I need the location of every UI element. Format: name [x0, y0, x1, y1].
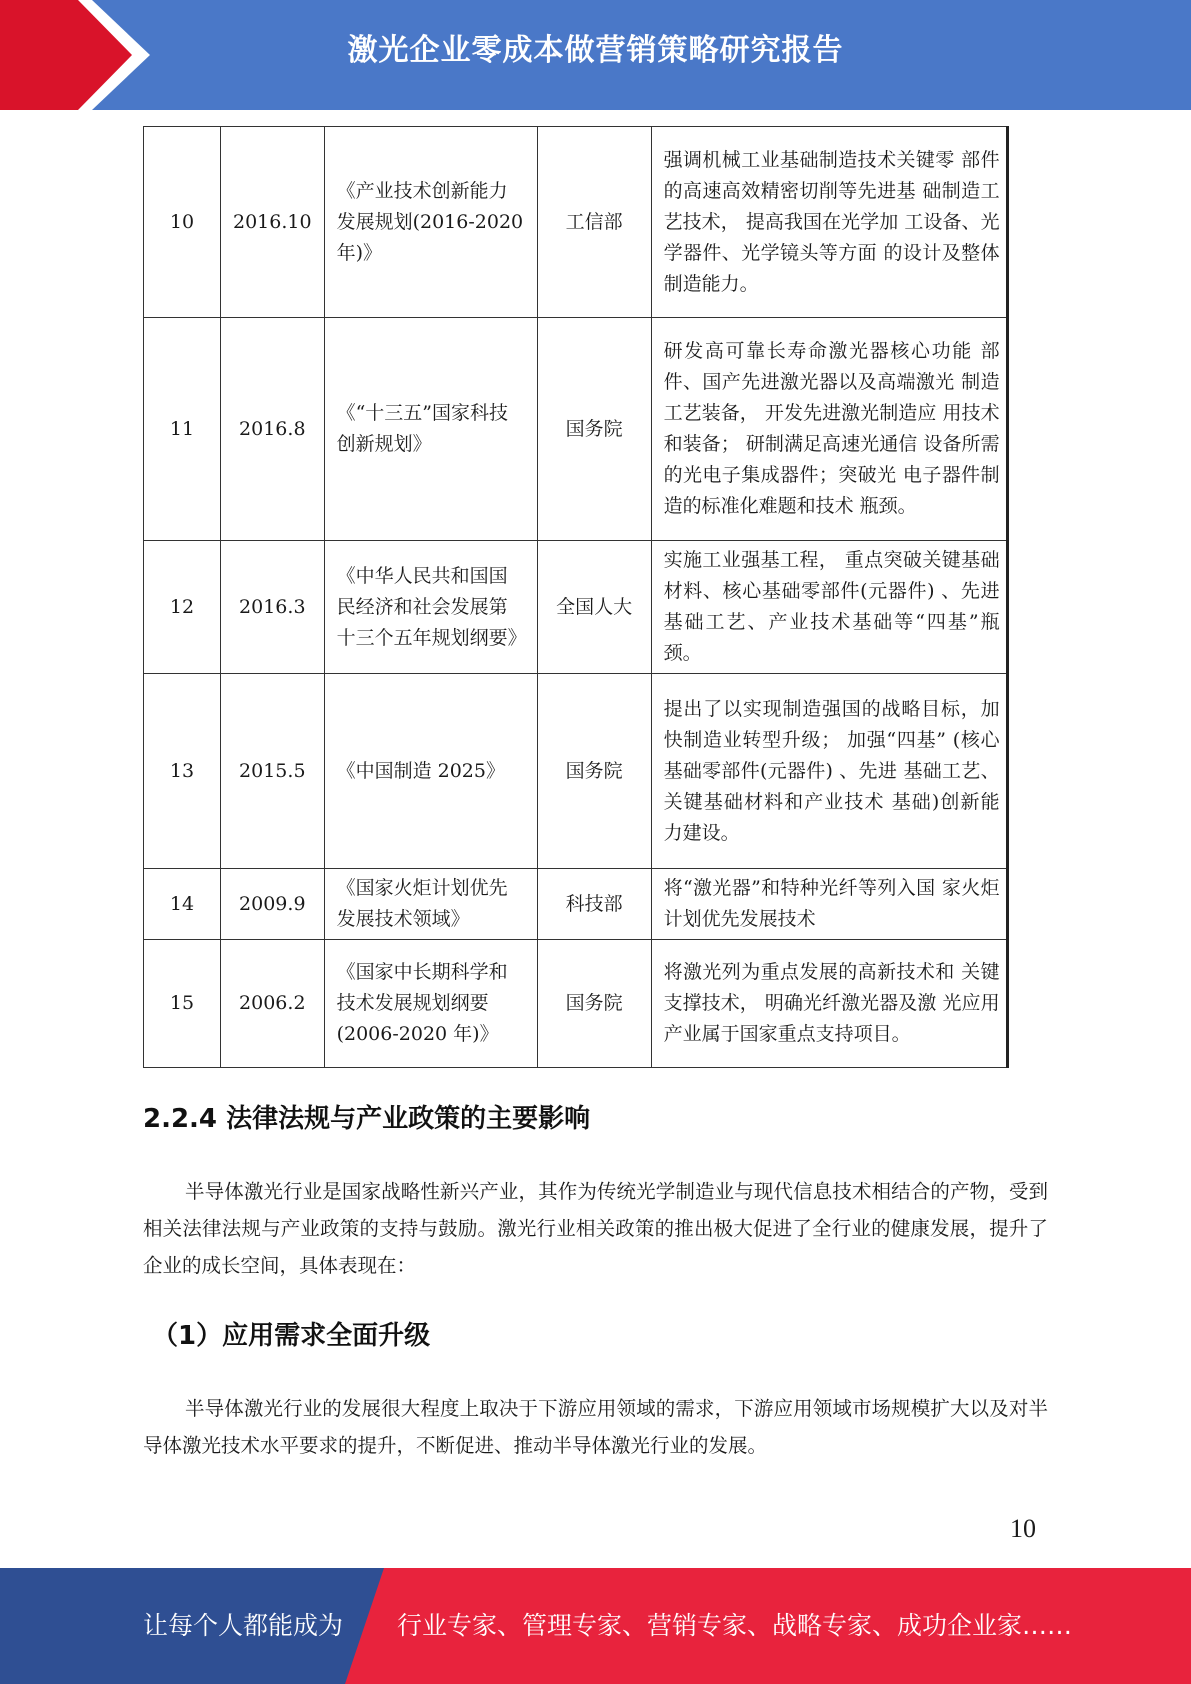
row-number: 14: [144, 869, 221, 940]
row-policy-name: 《国家中长期科学和技术发展规划纲要(2006-2020 年)》: [324, 940, 537, 1068]
page-number: 10: [1010, 1514, 1036, 1543]
row-department: 国务院: [537, 940, 651, 1068]
row-content: 实施工业强基工程， 重点突破关键基础材料、核心基础零部件(元器件) 、先进基础工艺、产业技术基础等“四基”瓶颈。: [651, 541, 1007, 674]
row-content: 将“激光器”和特种光纤等列入国 家火炬计划优先发展技术: [651, 869, 1007, 940]
row-date: 2009.9: [221, 869, 325, 940]
footer-slogan-left: 让每个人都能成为: [143, 1611, 344, 1640]
section-heading: 2.2.4 法律法规与产业政策的主要影响: [143, 1104, 591, 1134]
row-department: 全国人大: [537, 541, 651, 674]
row-date: 2006.2: [221, 940, 325, 1068]
row-number: 13: [144, 674, 221, 869]
table-row: [144, 127, 1008, 318]
row-department: 国务院: [537, 674, 651, 869]
row-policy-name: 《中华人民共和国国民经济和社会发展第 十三个五年规划纲要》: [324, 541, 537, 674]
row-content: 提出了以实现制造强国的战略目标，加快制造业转型升级； 加强“四基” (核心基础零部件(元器件) 、先进 基础工艺、关键基础材料和产业技术 基础)创新能力建设。: [651, 674, 1007, 869]
row-number: 10: [144, 127, 221, 318]
row-department: 国务院: [537, 318, 651, 541]
table-row: [144, 318, 1008, 541]
row-content: 强调机械工业基础制造技术关键零 部件的高速高效精密切削等先进基 础制造工艺技术， 提高我国在光学加 工设备、光学器件、光学镜头等方面 的设计及整体制造能力。: [651, 127, 1007, 318]
table-row: [144, 940, 1008, 1068]
footer-slogan-right: 行业专家、管理专家、营销专家、战略专家、成功企业家……: [397, 1611, 1073, 1640]
row-content: 研发高可靠长寿命激光器核心功能 部件、国产先进激光器以及高端激光 制造工艺装备， 开发先进激光制造应 用技术和装备； 研制满足高速光通信 设备所需的光电子集成器件；突破光 电子器件制造的标准化难题和技术 瓶颈。: [651, 318, 1007, 541]
row-number: 12: [144, 541, 221, 674]
table-row: [144, 869, 1008, 940]
section-paragraph: 半导体激光行业是国家战略性新兴产业，其作为传统光学制造业与现代信息技术相结合的产物，受到相关法律法规与产业政策的支持与鼓励。激光行业相关政策的推出极大促进了全行业的健康发展，提升了企业的成长空间，具体表现在：: [143, 1180, 1048, 1277]
row-policy-name: 《国家火炬计划优先 发展技术领域》: [324, 869, 537, 940]
row-number: 11: [144, 318, 221, 541]
row-department: 工信部: [537, 127, 651, 318]
subsection-heading: （1）应用需求全面升级: [152, 1321, 431, 1351]
row-policy-name: 《“十三五”国家科技创新规划》: [324, 318, 537, 541]
table-row: [144, 674, 1008, 869]
page-footer: [0, 1568, 1191, 1684]
row-date: 2015.5: [221, 674, 325, 869]
subsection-paragraph: 半导体激光行业的发展很大程度上取决于下游应用领域的需求，下游应用领域市场规模扩大以及对半导体激光技术水平要求的提升，不断促进、推动半导体激光行业的发展。: [143, 1397, 1048, 1457]
row-department: 科技部: [537, 869, 651, 940]
row-number: 15: [144, 940, 221, 1068]
row-date: 2016.8: [221, 318, 325, 541]
table-row: [144, 541, 1008, 674]
row-policy-name: 《中国制造 2025》: [324, 674, 537, 869]
report-title: 激光企业零成本做营销策略研究报告: [347, 33, 844, 68]
row-date: 2016.10: [221, 127, 325, 318]
row-policy-name: 《产业技术创新能力发展规划(2016-2020 年)》: [324, 127, 537, 318]
row-date: 2016.3: [221, 541, 325, 674]
row-content: 将激光列为重点发展的高新技术和 关键支撑技术， 明确光纤激光器及激 光应用产业属于国家重点支持项目。: [651, 940, 1007, 1068]
policy-table: [143, 126, 1009, 1068]
page-header: [0, 0, 1191, 110]
